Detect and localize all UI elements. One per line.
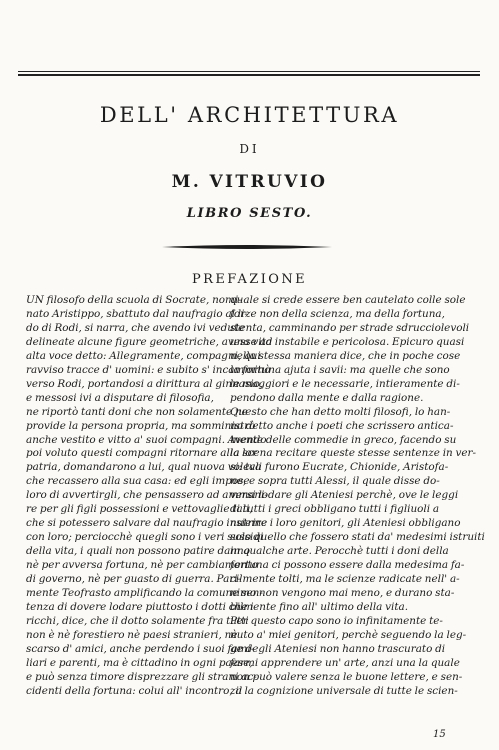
text-line: fortuna ci possono essere dalla medesima fa- [230,559,465,572]
text-line: no detto anche i poeti che scrissero antica- [230,419,454,432]
text-line: la fortuna ajuta i savii: ma quelle che sono [230,363,450,376]
text-line: ricchi, dice, che il dotto solamente fra tutti [26,614,249,627]
text-line: mente Teofrasto amplificando la comune sen- [26,587,263,600]
text-line: do di Rodi, si narra, che avendo ivi vedute [26,321,245,334]
text-column-right [230,294,485,699]
text-line: tenza di dovere lodare piuttosto i dotti che i [26,600,254,613]
ornamental-rule [162,243,332,251]
text-line: nato Aristippo, sbattuto dal naufragio al li- [26,307,248,320]
text-line: le maggiori e le necessarie, intieramente di- [230,377,460,390]
text-line: provide la persona propria, ma somministrò [26,419,256,432]
text-line: alta voce detto: Allegramente, compagni, qui [26,349,261,362]
text-line: non è nè forestiero nè paesi stranieri, nè [26,628,238,641]
text-line: stenta, camminando per strade sdrucciolevoli [230,321,470,334]
text-line: mente delle commedie in greco, facendo su [230,433,457,446]
text-line: delineate alcune figure geometriche, avesse ad [26,335,273,348]
text-line: re per gli figli possessioni e vettovaglie tali, [26,503,253,516]
top-thick-rule [18,74,480,76]
text-line: solo quello che fossero stati da' medesimi istruiti [230,531,485,544]
page-number: 15 [433,729,446,740]
text-line: quale si crede essere ben cautelato colle sole [230,294,466,306]
text-line: Per questo capo sono io infinitamente te- [230,614,443,627]
text-line: bilmente fino all' ultimo della vita. [230,600,409,613]
text-line: la scena recitare queste stesse sentenze in ver- [230,447,477,460]
text-line: scarso d' amici, anche perdendo i suoi fami- [26,642,255,655]
top-thin-rule [18,71,480,72]
text-line: verso Rodi, portandosi a dirittura al ginnasio, [26,377,264,390]
author-name: M. VITRUVIO [171,172,328,192]
title-connector: DI [239,142,260,156]
text-line: della vita, i quali non possono patire danno [26,545,250,558]
text-line: Questo che han detto molti filosofi, lo han- [230,405,451,418]
text-line: ge degli Ateniesi non hanno trascurato di [230,642,446,655]
text-column-left [26,294,273,699]
text-line: ravviso tracce d' uomini: e subito s' incamminò [26,363,271,376]
text-line: UN filosofo della scuola di Socrate, nomi- [26,294,242,306]
main-title: DELL' ARCHITETTURA [99,103,400,127]
text-line: forze non della scienza, ma della fortuna, [230,307,445,320]
text-line: nuto a' miei genitori, perchè seguendo la leg- [230,628,467,641]
text-line: di tutti i greci obbligano tutti i figliuoli a [230,503,440,516]
text-line: che si potessero salvare dal naufragio insieme [26,517,268,530]
text-line: patria, domandarono a lui, qual nuova voleva [26,461,262,474]
text-line: loro di avvertirgli, che pensassero ad ammani- [26,489,268,502]
text-line: che recassero alla sua casa: ed egli impose [26,475,250,488]
text-line: nimo non vengono mai meno, e durano sta- [230,587,455,600]
text-line: non può valere senza le buone lettere, e sen- [230,670,463,683]
text-line: anche vestito e vitto a' suoi compagni. Avendo [26,433,267,446]
text-line: di governo, nè per guasto di guerra. Pari- [26,573,242,586]
text-line: poi voluto questi compagni ritornare alla lor [26,447,257,460]
text-line: una vita instabile e pericolosa. Epicuro quasi [230,335,465,348]
section-heading: PREFAZIONE [192,272,307,287]
text-line: e può senza timore disprezzare gli strani ac- [26,670,257,683]
text-line: in qualche arte. Perocchè tutti i doni della [230,545,449,558]
text-line: pendono dalla mente e dalla ragione. [230,391,424,404]
text-line: za la cognizione universale di tutte le scien- [230,684,458,697]
text-line: con loro; perciocchè quegli sono i veri sussidi [26,531,264,544]
text-line: liari e parenti, ma è cittadino in ogni paese, [26,656,253,669]
text-line: cilmente tolti, ma le scienze radicate nell' a- [230,573,460,586]
text-line: nutrire i loro genitori, gli Ateniesi obbligano [230,517,461,530]
text-line: ne, e sopra tutti Alessi, il quale disse do- [230,475,440,488]
text-line: cidenti della fortuna: colui all' incontro, il [26,684,243,697]
text-line: e messosi ivi a disputare di filosofia, [26,391,214,404]
text-line: versi lodare gli Ateniesi perchè, ove le leggi [230,489,459,502]
text-line: farmi apprendere un' arte, anzi una la quale [230,656,460,669]
text-line: ne riportò tanti doni che non solamente ne [26,405,248,418]
book-title: LIBRO SESTO. [186,206,313,221]
text-line: si: tali furono Eucrate, Chionide, Aristofa- [230,461,449,474]
text-line: nella stessa maniera dice, che in poche cose [230,349,461,362]
text-line: nè per avversa fortuna, nè per cambiamento [26,559,258,572]
